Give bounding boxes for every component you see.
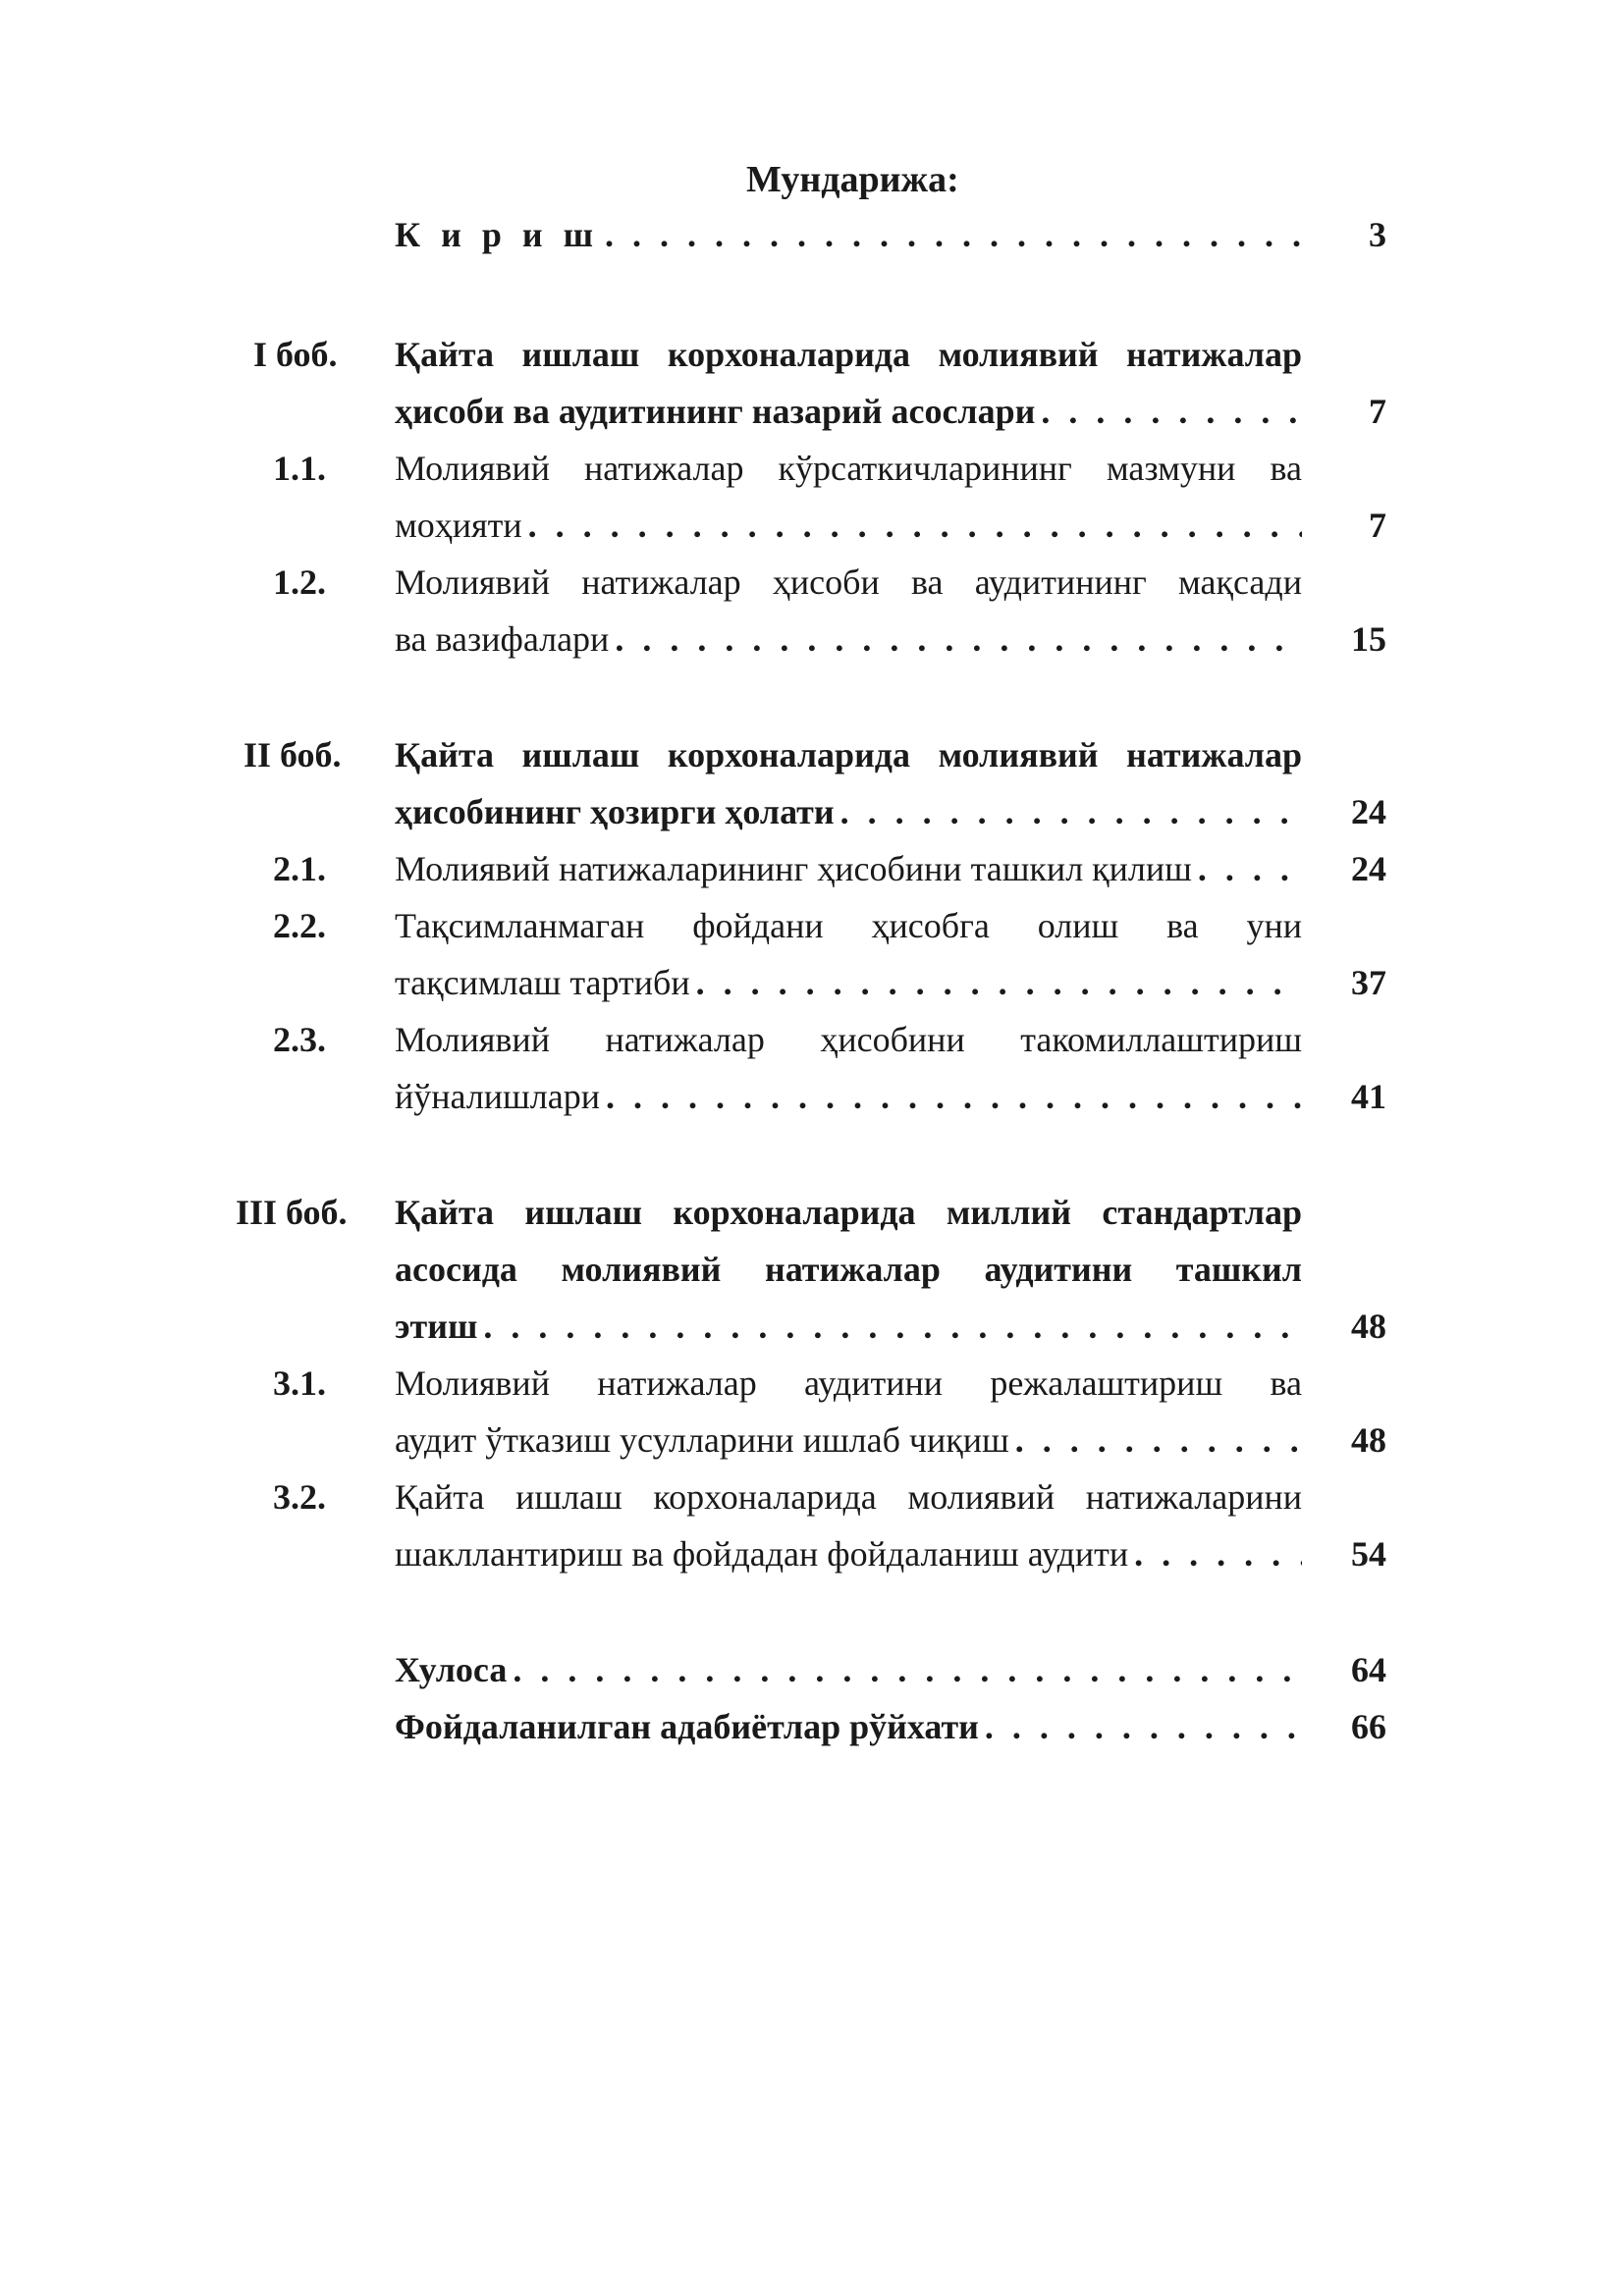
entry-label: К и р и ш [395, 215, 600, 254]
section-number: 2.3. [273, 1020, 326, 1059]
section-title-line[interactable]: Молиявий натижалар кўрсаткичларининг мазмуни ва [395, 449, 1302, 488]
leader-dots [1009, 1412, 1302, 1468]
chapter-title-line[interactable]: Қайта ишлаш корхоналарида миллий стандартлар [395, 1193, 1302, 1232]
section-title-line[interactable] [395, 1525, 1302, 1582]
chapter-number: I боб. [253, 335, 338, 374]
section-number: 3.2. [273, 1477, 326, 1517]
entry-label: йўналишлари [395, 1077, 600, 1116]
entry-label: Фойдаланилган адабиётлар рўйхати [395, 1707, 979, 1746]
section-title-line[interactable] [395, 611, 1302, 667]
leader-dots [1128, 1525, 1302, 1582]
page-number: 24 [1351, 792, 1386, 831]
leader-dots [609, 611, 1302, 667]
leader-dots [1192, 840, 1302, 897]
leader-dots [835, 783, 1302, 840]
section-title-line[interactable] [395, 840, 1302, 897]
leader-dots [1035, 383, 1302, 440]
toc-entry-conclusion[interactable] [395, 1641, 1302, 1698]
chapter-title-line[interactable]: Қайта ишлаш корхоналарида молиявий натижалар [395, 735, 1302, 774]
page-number: 48 [1351, 1420, 1386, 1460]
page-number: 24 [1351, 849, 1386, 888]
chapter-title-line[interactable] [395, 783, 1302, 840]
chapter-number: III боб. [236, 1193, 348, 1232]
toc-entry-references[interactable] [395, 1698, 1302, 1755]
page-number: 7 [1369, 506, 1386, 545]
section-title-line[interactable]: Тақсимланмаган фойдани ҳисобга олиш ва уни [395, 906, 1302, 945]
section-title-line[interactable] [395, 1412, 1302, 1468]
page-number: 48 [1351, 1307, 1386, 1346]
chapter-title-line[interactable]: Қайта ишлаш корхоналарида молиявий натижалар [395, 335, 1302, 374]
page-number: 66 [1351, 1707, 1386, 1746]
entry-label: Молиявий натижаларининг ҳисобини ташкил қилиш [395, 849, 1192, 888]
toc-entry-intro[interactable] [395, 206, 1302, 263]
chapter-number: II боб. [244, 735, 342, 774]
entry-label: шакллантириш ва фойдадан фойдаланиш аудити [395, 1534, 1129, 1574]
section-title-line[interactable]: Молиявий натижалар ҳисоби ва аудитининг мақсади [395, 562, 1302, 602]
entry-label: ҳисобининг ҳозирги ҳолати [395, 792, 835, 831]
chapter-title-line[interactable]: асосида молиявий натижалар аудитини ташкил [395, 1250, 1302, 1289]
section-title-line[interactable] [395, 954, 1302, 1011]
leader-dots [507, 1641, 1302, 1698]
section-number: 2.2. [273, 906, 326, 945]
section-title-line[interactable] [395, 497, 1302, 554]
entry-label: ва вазифалари [395, 619, 610, 659]
chapter-title-line[interactable] [395, 383, 1302, 440]
toc-title: Мундарижа: [746, 159, 959, 200]
section-number: 1.1. [273, 449, 326, 488]
section-title-line[interactable]: Молиявий натижалар ҳисобини такомиллаштириш [395, 1020, 1302, 1059]
page-number: 41 [1351, 1077, 1386, 1116]
section-title-line[interactable] [395, 1068, 1302, 1125]
leader-dots [477, 1298, 1302, 1355]
page-number: 54 [1351, 1534, 1386, 1574]
leader-dots [690, 954, 1302, 1011]
section-title-line[interactable]: Қайта ишлаш корхоналарида молиявий натижаларини [395, 1477, 1302, 1517]
section-title-line[interactable]: Молиявий натижалар аудитини режалаштириш ва [395, 1363, 1302, 1403]
entry-label: ҳисоби ва аудитининг назарий асослари [395, 392, 1036, 431]
leader-dots [979, 1698, 1302, 1755]
page-number: 3 [1369, 215, 1386, 254]
section-number: 2.1. [273, 849, 326, 888]
section-number: 1.2. [273, 562, 326, 602]
entry-label: Хулоса [395, 1650, 508, 1689]
page-number: 64 [1351, 1650, 1386, 1689]
leader-dots [600, 1068, 1302, 1125]
entry-label: моҳияти [395, 506, 522, 545]
entry-label: этиш [395, 1307, 478, 1346]
chapter-title-line[interactable] [395, 1298, 1302, 1355]
leader-dots [599, 206, 1302, 263]
page-number: 7 [1369, 392, 1386, 431]
page-number: 37 [1351, 963, 1386, 1002]
entry-label: тақсимлаш тартиби [395, 963, 690, 1002]
entry-label: аудит ўтказиш усулларини ишлаб чиқиш [395, 1420, 1009, 1460]
page-number: 15 [1351, 619, 1386, 659]
section-number: 3.1. [273, 1363, 326, 1403]
leader-dots [522, 497, 1302, 554]
